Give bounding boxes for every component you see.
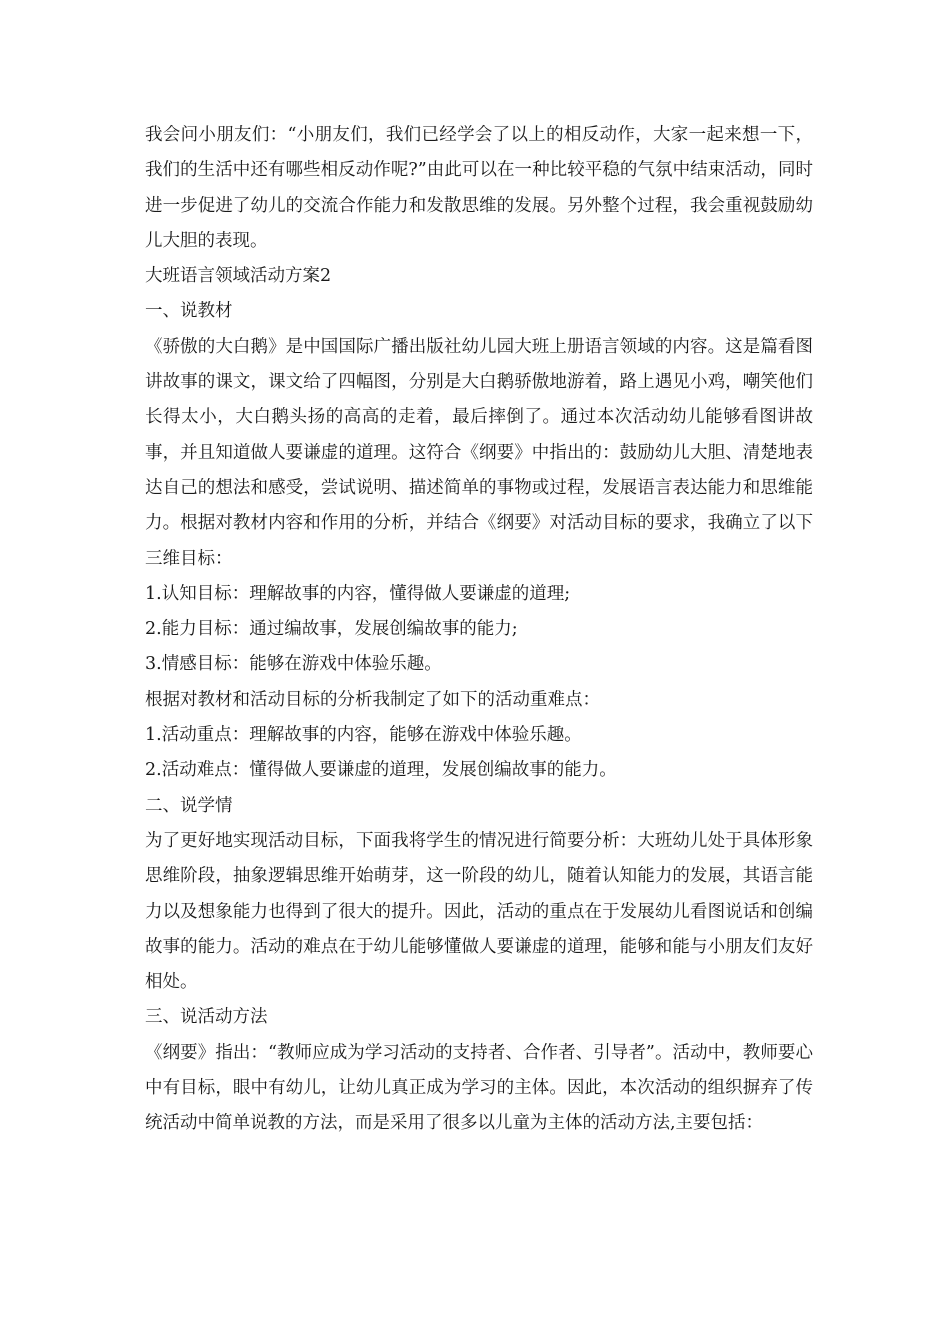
heading-learner-analysis: 二、说学情 [145,795,233,816]
goal-emotion: 3.情感目标：能够在游戏中体验乐趣。 [145,654,442,675]
key-point: 1.活动重点：理解故事的内容，能够在游戏中体验乐趣。 [145,725,582,746]
key-points-intro: 根据对教材和活动目标的分析我制定了如下的活动重难点： [145,689,600,710]
heading-teaching-material: 一、说教材 [145,301,233,322]
goal-cognitive: 1.认知目标：理解故事的内容，懂得做人要谦虚的道理; [145,583,571,604]
paragraph-learner-analysis: 为了更好地实现活动目标，下面我将学生的情况进行简要分析：大班幼儿处于具体形象思维阶段，抽象逻辑思维开始萌芽，这一阶段的幼儿，随着认知能力的发展，其语言能力以及想象能力也得到了很大的提升。因此，活动的重点在于发展幼儿看图说话和创编故事的能力。活动的难点在于幼儿能够懂做人要谦虚的道理，能够和能与小朋友们友好相处。 [145,830,813,993]
paragraph-teaching-material: 《骄傲的大白鹅》是中国国际广播出版社幼儿园大班上册语言领域的内容。这是篇看图讲故事的课文，课文给了四幅图，分别是大白鹅骄傲地游着，路上遇见小鸡，嘲笑他们长得太小，大白鹅头扬的高高的走着，最后摔倒了。通过本次活动幼儿能够看图讲故事，并且知道做人要谦虚的道理。这符合《纲要》中指出的：鼓励幼儿大胆、清楚地表达自己的想法和感受，尝试说明、描述简单的事物或过程，发展语言表达能力和思维能力。根据对教材内容和作用的分析，并结合《纲要》对活动目标的要求，我确立了以下三维目标： [145,336,813,569]
difficult-point: 2.活动难点：懂得做人要谦虚的道理，发展创编故事的能力。 [145,760,617,781]
document-page [145,118,813,1142]
paragraph-intro-closing: 我会问小朋友们：“小朋友们，我们已经学会了以上的相反动作，大家一起来想一下，我们的生活中还有哪些相反动作呢?”由此可以在一种比较平稳的气氛中结束活动，同时进一步促进了幼儿的交流合作能力和发散思维的发展。另外整个过程，我会重视鼓励幼儿大胆的表现。 [145,125,813,251]
section-title: 大班语言领域活动方案2 [145,266,332,287]
goal-ability: 2.能力目标：通过编故事，发展创编故事的能力; [145,619,518,640]
heading-activity-methods: 三、说活动方法 [145,1007,268,1028]
paragraph-activity-methods: 《纲要》指出：“教师应成为学习活动的支持者、合作者、引导者”。活动中，教师要心中有目标，眼中有幼儿，让幼儿真正成为学习的主体。因此，本次活动的组织摒弃了传统活动中简单说教的方法，而是采用了很多以儿童为主体的活动方法,主要包括： [145,1042,813,1134]
